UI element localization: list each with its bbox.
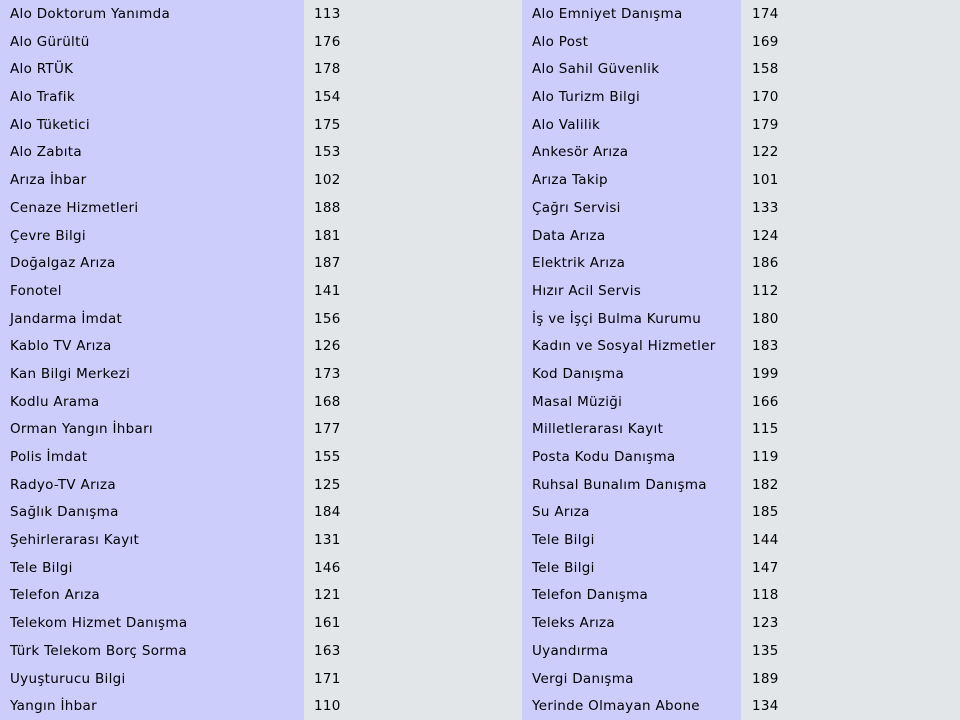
left-service-number: 161 [314,615,341,632]
right-service-number: 179 [752,116,779,133]
table-row [0,610,960,638]
left-service-number: 131 [314,532,341,549]
right-service-name: Alo Sahil Güvenlik [532,61,660,78]
left-service-name: Alo Gürültü [10,33,90,50]
table-row [0,582,960,610]
right-service-number: 189 [752,670,779,687]
table-row [0,29,960,57]
left-service-number: 113 [314,6,341,22]
left-service-number: 121 [314,587,341,604]
left-service-number: 156 [314,310,341,327]
left-service-name: Alo Doktorum Yanımda [10,6,171,22]
left-service-name: Telefon Arıza [10,587,100,604]
right-service-name: Uyandırma [532,642,609,659]
table-row [0,666,960,694]
table-row [0,112,960,140]
right-service-name: Çağrı Servisi [532,199,621,216]
left-service-name: Sağlık Danışma [10,504,119,521]
right-service-name: Ankesör Arıza [532,144,629,161]
right-service-number: 133 [752,199,779,216]
right-service-number: 135 [752,642,779,659]
left-service-number: 110 [314,698,341,715]
table-row [0,250,960,278]
right-service-name: Data Arıza [532,227,606,244]
table-row [0,472,960,500]
left-service-name: Kan Bilgi Merkezi [10,365,131,382]
left-service-number: 126 [314,338,341,355]
right-service-name: Teleks Arıza [532,615,615,632]
table-row [0,139,960,167]
right-service-number: 199 [752,365,779,382]
left-service-number: 178 [314,61,341,78]
left-service-name: Telekom Hizmet Danışma [10,615,188,632]
table-row [0,223,960,251]
table-row [0,499,960,527]
table-row [0,527,960,555]
right-service-name: Kadın ve Sosyal Hizmetler [532,338,716,355]
left-service-name: Polis İmdat [10,449,88,465]
left-service-name: Çevre Bilgi [10,227,86,244]
directory-table [0,1,960,720]
left-service-name: Alo Zabıta [10,144,82,161]
left-service-name: Alo RTÜK [10,61,74,78]
right-service-name: Posta Kodu Danışma [532,449,676,465]
right-service-number: 122 [752,144,779,161]
table-row [0,333,960,361]
table-row [0,56,960,84]
left-service-name: Cenaze Hizmetleri [10,199,139,216]
table-row [0,389,960,417]
right-service-number: 170 [752,89,779,106]
left-service-number: 188 [314,199,341,216]
right-service-number: 115 [752,421,779,438]
left-service-name: Kablo TV Arıza [10,338,112,355]
left-service-number: 177 [314,421,341,438]
left-service-name: Jandarma İmdat [10,310,123,327]
left-service-name: Orman Yangın İhbarı [10,421,153,438]
table-row [0,167,960,195]
right-service-name: Telefon Danışma [532,587,649,604]
right-service-number: 166 [752,393,779,410]
right-service-number: 174 [752,6,779,22]
right-service-name: İş ve İşçi Bulma Kurumu [532,310,702,327]
table-row [0,638,960,666]
right-service-name: Tele Bilgi [532,559,595,576]
right-service-number: 124 [752,227,779,244]
left-service-number: 153 [314,144,341,161]
left-service-number: 175 [314,116,341,133]
left-service-number: 146 [314,559,341,576]
right-service-number: 180 [752,310,779,327]
right-service-number: 134 [752,698,779,715]
right-service-number: 185 [752,504,779,521]
left-service-name: Uyuşturucu Bilgi [10,670,126,687]
right-service-name: Tele Bilgi [532,532,595,549]
right-service-number: 158 [752,61,779,78]
left-service-name: Şehirlerarası Kayıt [10,532,140,549]
left-service-name: Arıza İhbar [10,172,87,189]
left-service-number: 171 [314,670,341,687]
left-service-name: Fonotel [10,282,62,299]
right-service-name: Yerinde Olmayan Abone [532,698,700,715]
table-row [0,195,960,223]
right-service-number: 182 [752,476,779,493]
table-row [0,555,960,583]
right-service-name: Su Arıza [532,504,590,521]
right-service-name: Masal Müziği [532,393,623,410]
left-service-number: 163 [314,642,341,659]
left-service-number: 184 [314,504,341,521]
table-row [0,278,960,306]
left-service-name: Alo Trafik [10,89,75,106]
left-service-number: 155 [314,449,341,465]
left-service-name: Tele Bilgi [10,559,73,576]
left-service-number: 125 [314,476,341,493]
table-row [0,1,960,29]
right-service-name: Alo Valilik [532,116,601,133]
right-service-name: Arıza Takip [532,172,608,189]
right-service-name: Alo Post [532,33,589,50]
left-service-number: 187 [314,255,341,272]
right-service-name: Alo Turizm Bilgi [532,89,641,106]
right-service-name: Elektrik Arıza [532,255,626,272]
right-service-number: 112 [752,282,779,299]
left-service-number: 176 [314,33,341,50]
right-service-number: 169 [752,33,779,50]
left-service-name: Yangın İhbar [10,698,97,715]
table-row [0,693,960,720]
right-service-number: 118 [752,587,779,604]
right-service-name: Kod Danışma [532,365,625,382]
right-service-name: Milletlerarası Kayıt [532,421,664,438]
right-service-number: 101 [752,172,779,189]
table-row [0,361,960,389]
left-service-name: Radyo-TV Arıza [10,476,116,493]
right-service-name: Ruhsal Bunalım Danışma [532,476,707,493]
table-row [0,416,960,444]
left-service-name: Alo Tüketici [10,116,90,133]
left-service-number: 173 [314,365,341,382]
left-service-name: Kodlu Arama [10,393,100,410]
left-service-name: Türk Telekom Borç Sorma [10,642,187,659]
left-service-number: 154 [314,89,341,106]
left-service-name: Doğalgaz Arıza [10,255,116,272]
left-service-number: 181 [314,227,341,244]
right-service-number: 186 [752,255,779,272]
left-service-number: 141 [314,282,341,299]
right-service-number: 123 [752,615,779,632]
right-service-name: Hızır Acil Servis [532,282,642,299]
right-service-number: 144 [752,532,779,549]
right-service-name: Vergi Danışma [532,670,634,687]
table-row [0,84,960,112]
right-service-name: Alo Emniyet Danışma [532,6,683,22]
right-service-number: 147 [752,559,779,576]
left-service-number: 102 [314,172,341,189]
right-service-number: 183 [752,338,779,355]
right-service-number: 119 [752,449,779,465]
table-row [0,306,960,334]
left-service-number: 168 [314,393,341,410]
table-row [0,444,960,472]
